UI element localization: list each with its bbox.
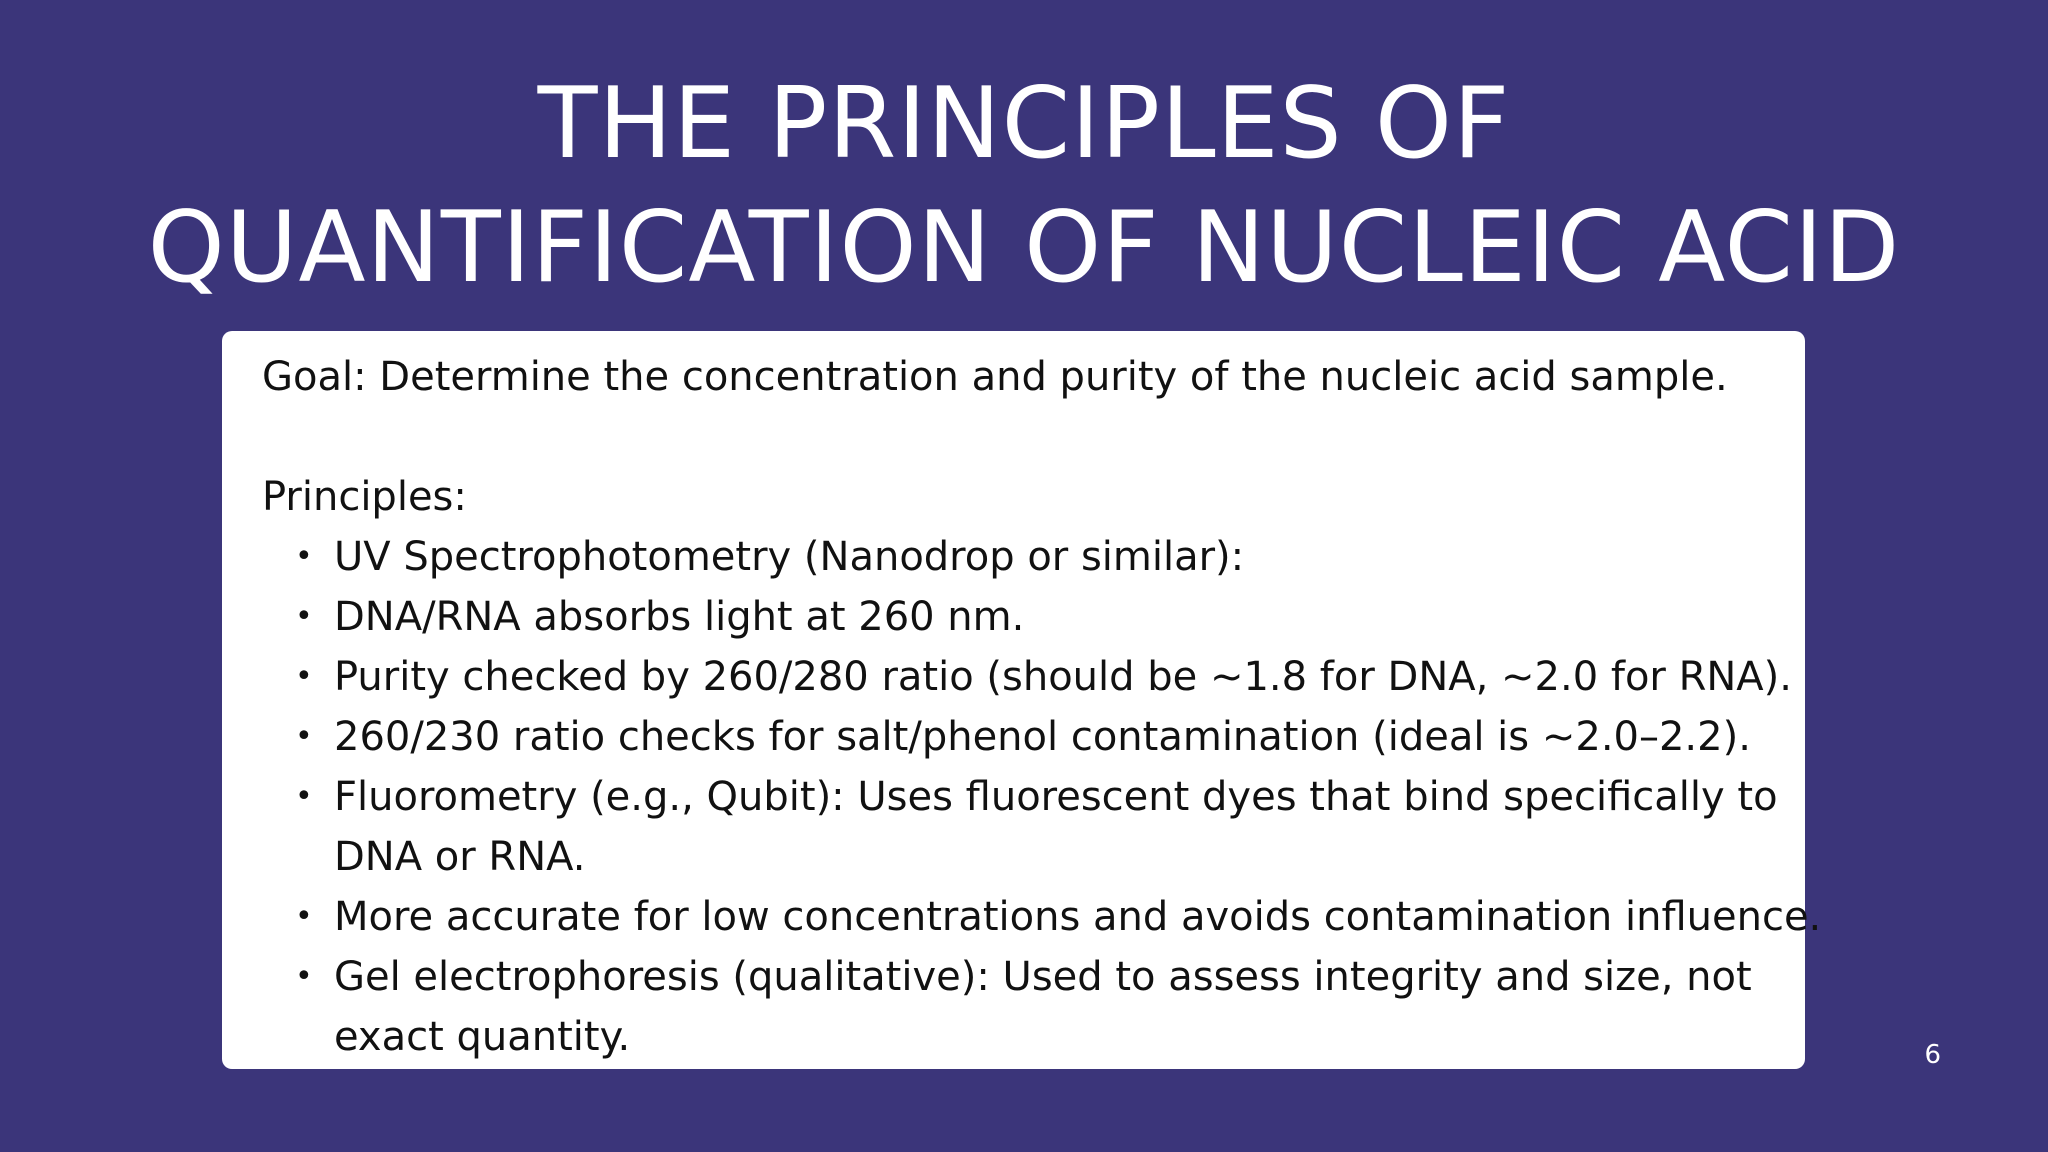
page-number: 6 bbox=[1924, 1040, 1941, 1070]
principles-label: Principles: bbox=[262, 474, 467, 520]
paragraph-spacer bbox=[262, 407, 1802, 467]
bullet-item: • DNA/RNA absorbs light at 260 nm. bbox=[262, 587, 1824, 647]
bullet-item: • Gel electrophoresis (qualitative): Used to assess integrity and size, not exact quantity. bbox=[262, 947, 1824, 1067]
bullet-item: • Fluorometry (e.g., Qubit): Uses fluorescent dyes that bind specifically to DNA or RNA. bbox=[262, 767, 1824, 887]
slide-title-line-2: QUANTIFICATION OF NUCLEIC ACID bbox=[147, 191, 1901, 305]
principles-list bbox=[262, 527, 1822, 1067]
bullet-item: • UV Spectrophotometry (Nanodrop or similar): bbox=[262, 527, 1824, 587]
slide-title bbox=[60, 62, 1988, 310]
slide-title-line-1: THE PRINCIPLES OF bbox=[537, 67, 1511, 181]
goal-text: Goal: Determine the concentration and purity of the nucleic acid sample. bbox=[262, 354, 1728, 400]
bullet-item: • 260/230 ratio checks for salt/phenol contamination (ideal is ~2.0–2.2). bbox=[262, 707, 1824, 767]
content-text bbox=[262, 347, 1822, 1067]
bullet-item: • Purity checked by 260/280 ratio (should be ~1.8 for DNA, ~2.0 for RNA). bbox=[262, 647, 1824, 707]
bullet-item: • More accurate for low concentrations and avoids contamination influence. bbox=[262, 887, 1824, 947]
